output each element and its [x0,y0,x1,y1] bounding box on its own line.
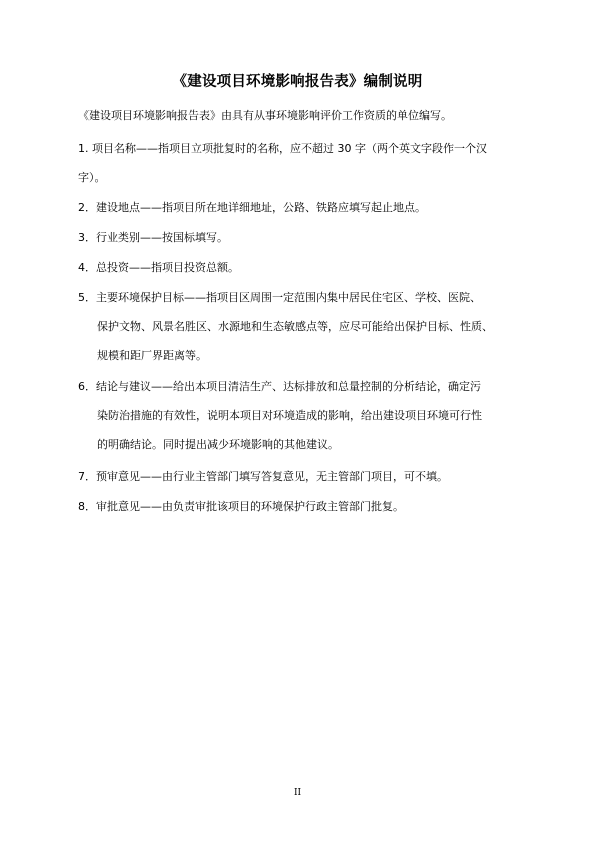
list-item-3 [78,223,523,252]
list-item-line: 8．审批意见——由负责审批该项目的环境保护行政主管部门批复。 [78,500,404,513]
list-item-7 [78,462,523,491]
page-number: II [293,788,302,798]
list-item-1 [78,134,523,192]
list-item-6 [78,372,523,459]
list-item-line: 字）。 [78,171,106,184]
list-item-8 [78,492,523,521]
list-item-2 [78,193,523,222]
intro-paragraph: 《建设项目环境影响报告表》由具有从事环境影响评价工作资质的单位编写。 [78,109,452,122]
list-item-line: 规模和距厂界距离等。 [97,349,207,362]
list-item-line: 7．预审意见——由行业主管部门填写答复意见，无主管部门项目，可不填。 [78,470,448,483]
list-item-line: 1. 项目名称——指项目立项批复时的名称，应不超过 30 字（两个英文字段作一个汉 [78,142,487,155]
list-item-line: 的明确结论。同时提出减少环境影响的其他建议。 [97,438,339,451]
list-item-line: 5．主要环境保护目标——指项目区周围一定范围内集中居民住宅区、学校、医院、 [78,291,481,304]
list-item-line: 染防治措施的有效性，说明本项目对环境造成的影响，给出建设项目环境可行性 [97,409,482,422]
list-item-line: 保护文物、风景名胜区、水源地和生态敏感点等，应尽可能给出保护目标、性质、 [97,320,493,333]
list-item-line: 2．建设地点——指项目所在地详细地址，公路、铁路应填写起止地点。 [78,201,426,214]
list-item-line: 3．行业类别——按国标填写。 [78,231,228,244]
list-item-line: 4．总投资——指项目投资总额。 [78,261,239,274]
page-title: 《建设项目环境影响报告表》编制说明 [172,74,423,90]
list-item-5 [78,283,523,370]
list-item-line: 6．结论与建议——给出本项目清洁生产、达标排放和总量控制的分析结论，确定污 [78,380,481,393]
list-item-4 [78,253,523,282]
